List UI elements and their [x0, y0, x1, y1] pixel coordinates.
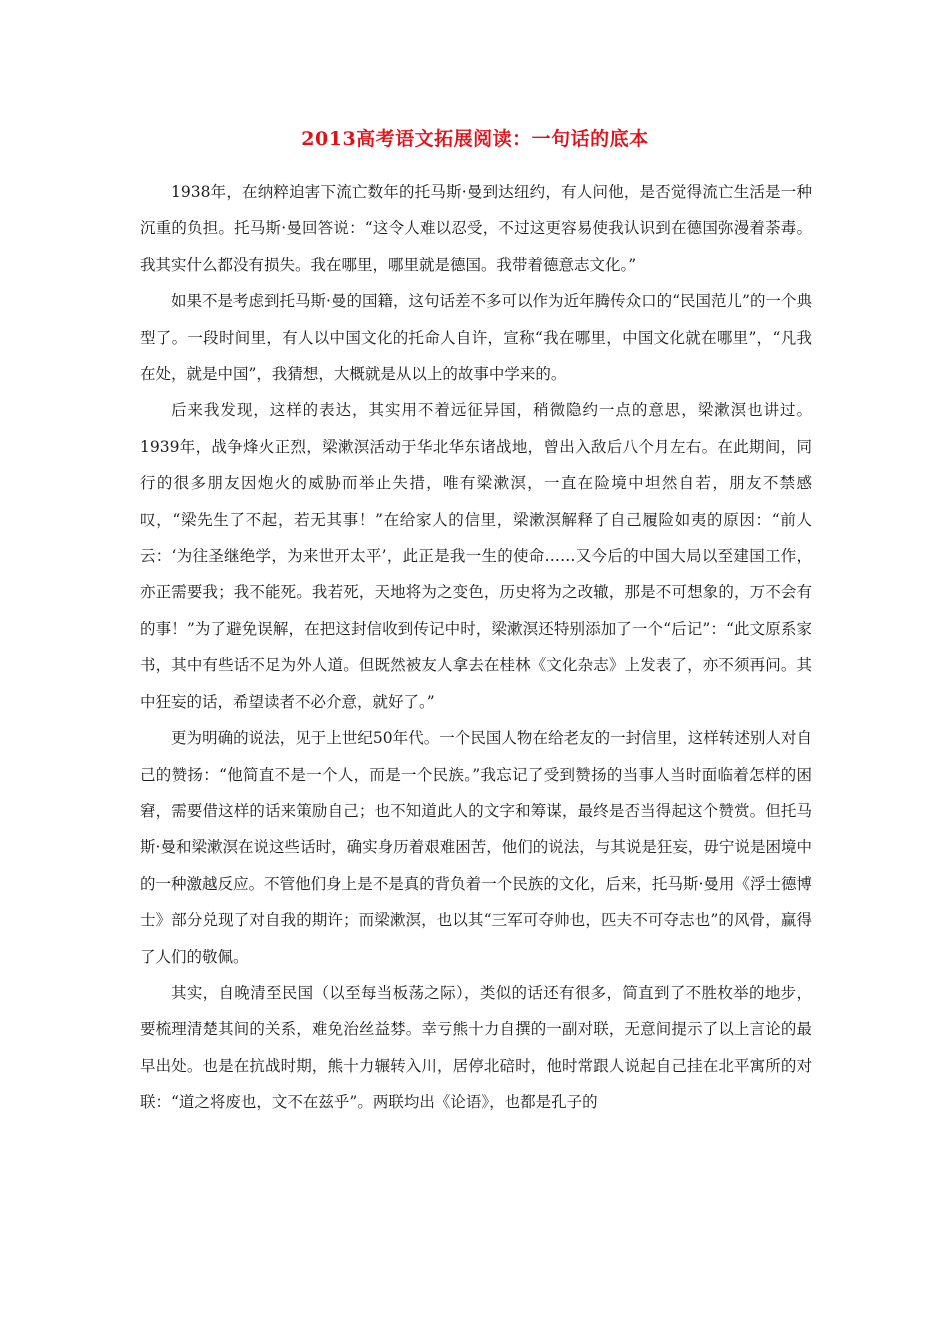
- paragraph-4: 更为明确的说法，见于上世纪50年代。一个民国人物在给老友的一封信里，这样转述别人对自己的赞扬：“他简直不是一个人，而是一个民族。”我忘记了受到赞扬的当事人当时面临着怎样的困窘，需要借这样的话来策励自己；也不知道此人的文字和筹谋，最终是否当得起这个赞赏。但托马斯·曼和梁漱溟在说这些话时，确实身历着艰难困苦，他们的说法，与其说是狂妄，毋宁说是困境中的一种激越反应。不管他们身上是不是真的背负着一个民族的文化，后来，托马斯·曼用《浮士德博士》部分兑现了对自我的期许；而梁漱溟，也以其“三军可夺帅也，匹夫不可夺志也”的风骨，赢得了人们的敬佩。: [140, 729, 812, 966]
- document-body: [140, 174, 812, 1121]
- paragraph-1: 1938年，在纳粹迫害下流亡数年的托马斯·曼到达纽约，有人问他，是否觉得流亡生活是一种沉重的负担。托马斯·曼回答说：“这令人难以忍受，不过这更容易使我认识到在德国弥漫着荼毒。我其实什么都没有损失。我在哪里，哪里就是德国。我带着德意志文化。”: [140, 183, 812, 274]
- paragraph-2: 如果不是考虑到托马斯·曼的国籍，这句话差不多可以作为近年腾传众口的“民国范儿”的一个典型了。一段时间里，有人以中国文化的托命人自许，宣称“我在哪里，中国文化就在哪里”，“凡我在处，就是中国”，我猜想，大概就是从以上的故事中学来的。: [140, 292, 812, 384]
- document-title: 2013高考语文拓展阅读：一句话的底本: [301, 128, 649, 150]
- paragraph-5: 其实，自晚清至民国（以至每当板荡之际），类似的话还有很多，简直到了不胜枚举的地步，要梳理清楚其间的关系，难免治丝益棼。幸亏熊十力自撰的一副对联，无意间提示了以上言论的最早出处。也是在抗战时期，熊十力辗转入川，居停北碚时，他时常跟人说起自己挂在北平寓所的对联：“道之将废也，文不在兹乎”。两联均出《论语》，也都是孔子的: [140, 983, 812, 1112]
- paragraph-3: 后来我发现，这样的表达，其实用不着远征异国，稍微隐约一点的意思，梁漱溟也讲过。1939年，战争烽火正烈，梁漱溟活动于华北华东诸战地，曾出入敌后八个月左右。在此期间，同行的很多朋友因炮火的威胁而举止失措，唯有梁漱溟，一直在险境中坦然自若，朋友不禁感叹，“梁先生了不起，若无其事！”在给家人的信里，梁漱溟解释了自己履险如夷的原因：“前人云：‘为往圣继绝学，为来世开太平’，此正是我一生的使命……又今后的中国大局以至建国工作，亦正需要我；我不能死。我若死，天地将为之变色，历史将为之改辙，那是不可想象的，万不会有的事！”为了避免误解，在把这封信收到传记中时，梁漱溟还特别添加了一个“后记”：“此文原系家书，其中有些话不足为外人道。但既然被友人拿去在桂林《文化杂志》上发表了，亦不须再问。其中狂妄的话，希望读者不必介意，就好了。”: [140, 401, 812, 711]
